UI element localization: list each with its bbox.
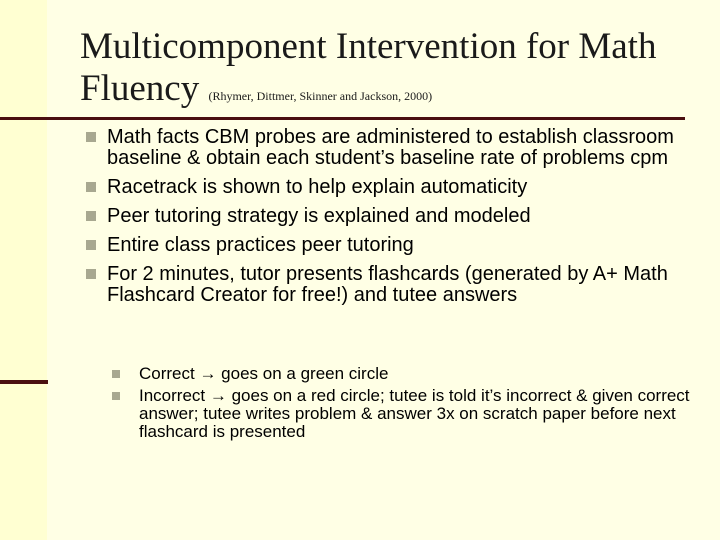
slide-title (80, 26, 700, 110)
sub-bullet-text: Incorrect → goes on a red circle; tutee is told it’s incorrect & given correct answer; tutee writes problem & answer 3x on scratch paper before next flashcard is presented (139, 386, 690, 441)
square-bullet-icon (86, 240, 96, 250)
bullet-text: For 2 minutes, tutor presents flashcards (generated by A+ Math Flashcard Creator for free!) and tutee answers (107, 263, 668, 306)
left-accent-band (0, 0, 47, 540)
bullet-item (86, 206, 686, 227)
sub-bullet-item (112, 387, 692, 441)
bullet-item (86, 264, 686, 306)
title-citation: (Rhymer, Dittmer, Skinner and Jackson, 2000) (208, 89, 433, 103)
sub-bullet-text: Correct → goes on a green circle (139, 364, 389, 383)
square-bullet-icon (86, 132, 96, 142)
square-bullet-icon (112, 370, 120, 378)
bullet-text: Math facts CBM probes are administered to establish classroom baseline & obtain each student’s baseline rate of problems cpm (107, 126, 674, 169)
left-accent-divider (0, 380, 48, 384)
sub-bullet-list (112, 365, 692, 445)
bullet-text: Entire class practices peer tutoring (107, 234, 414, 256)
square-bullet-icon (86, 211, 96, 221)
bullet-item (86, 127, 686, 169)
square-bullet-icon (86, 269, 96, 279)
square-bullet-icon (112, 392, 120, 400)
bullet-item (86, 177, 686, 198)
bullet-item (86, 235, 686, 256)
bullet-text: Racetrack is shown to help explain automaticity (107, 176, 528, 198)
title-divider (0, 117, 685, 120)
bullet-list (86, 127, 686, 314)
sub-bullet-item (112, 365, 692, 383)
title-main: Multicomponent Intervention for Math Fluency (80, 26, 657, 109)
square-bullet-icon (86, 182, 96, 192)
bullet-text: Peer tutoring strategy is explained and modeled (107, 205, 531, 227)
